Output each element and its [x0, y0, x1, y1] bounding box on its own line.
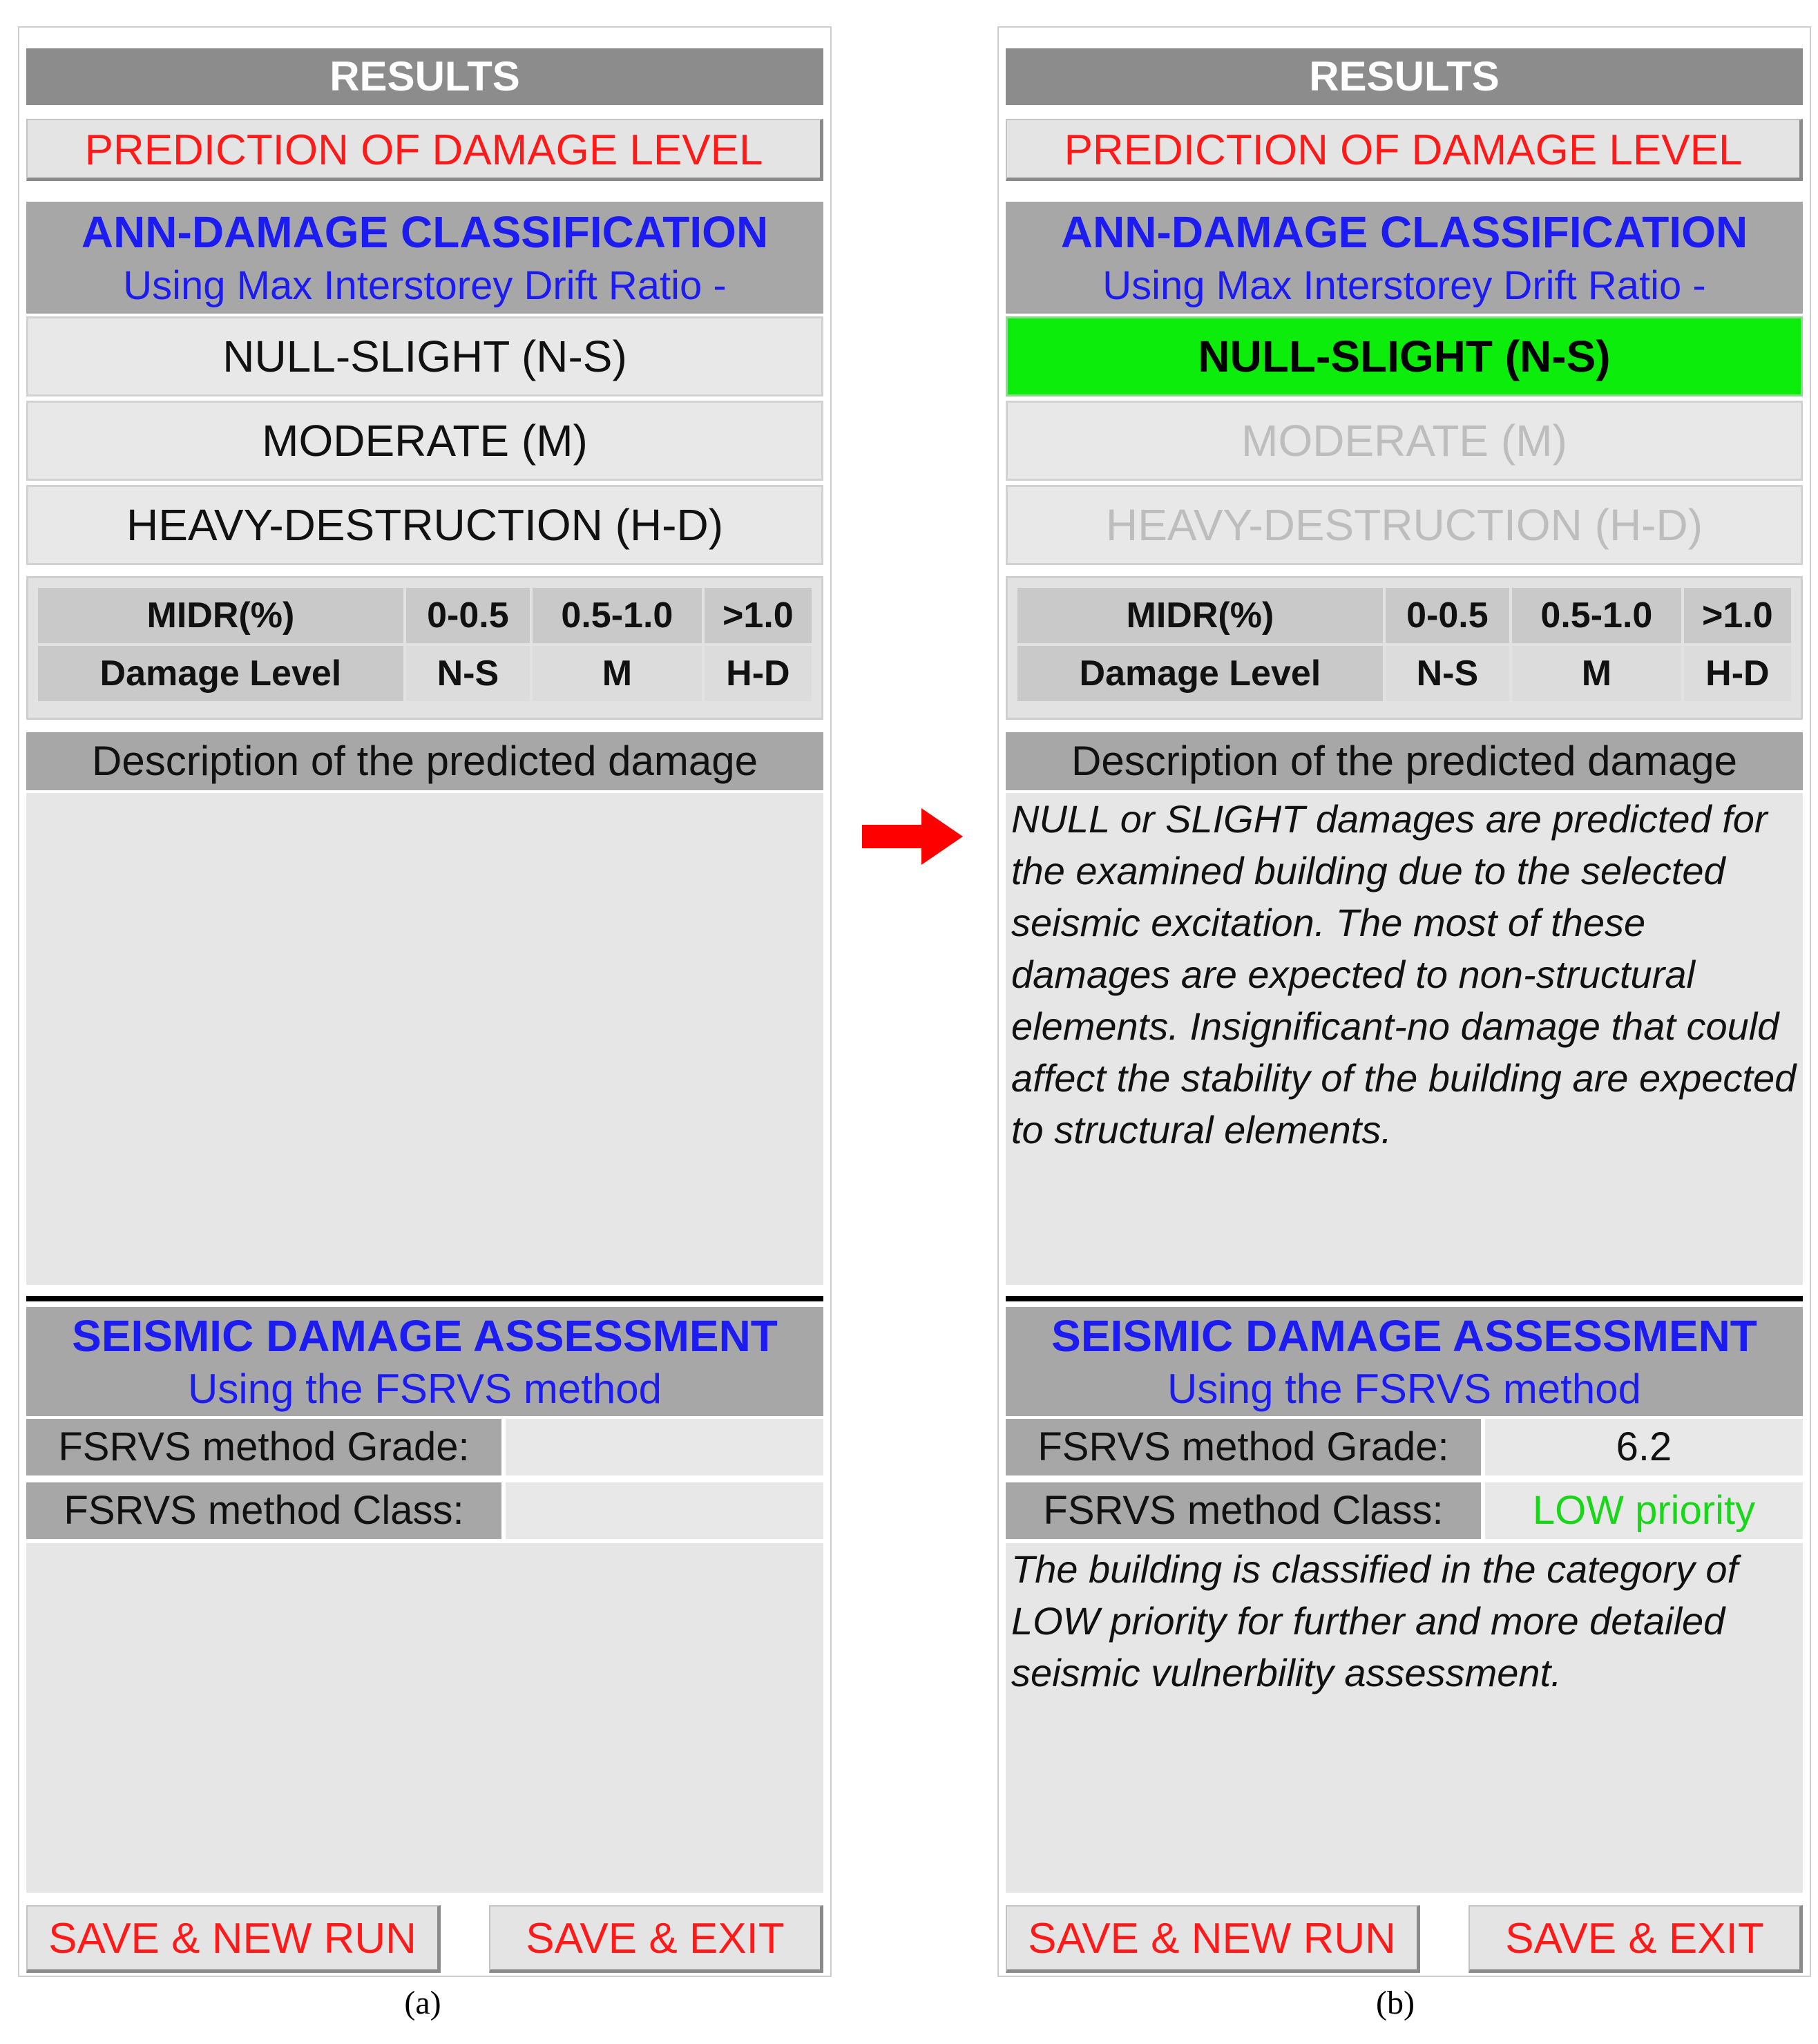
sda-subtitle: Using the FSRVS method	[188, 1366, 662, 1412]
fsrvs-grade-label: FSRVS method Grade:	[1006, 1419, 1481, 1475]
midr-range-1: 0-0.5	[406, 588, 530, 643]
fsrvs-class-label: FSRVS method Class:	[1006, 1482, 1481, 1539]
section-divider	[26, 1296, 823, 1301]
midr-table	[26, 576, 823, 720]
sda-title: SEISMIC DAMAGE ASSESSMENT	[72, 1311, 778, 1361]
save-exit-button[interactable]: SAVE & EXIT	[1468, 1905, 1803, 1973]
description-header: Description of the predicted damage	[1006, 732, 1803, 790]
damage-level-label: Damage Level	[38, 646, 403, 701]
midr-range-2: 0.5-1.0	[533, 588, 702, 643]
ann-subtitle: Using Max Interstorey Drift Ratio -	[1102, 263, 1706, 308]
fsrvs-grade-value	[506, 1419, 823, 1475]
section-divider	[1006, 1296, 1803, 1301]
damage-level-m: M	[1512, 646, 1681, 701]
fsrvs-class-value	[506, 1482, 823, 1539]
prediction-button[interactable]: PREDICTION OF DAMAGE LEVEL	[26, 119, 823, 181]
save-new-run-button[interactable]: SAVE & NEW RUN	[1006, 1905, 1420, 1973]
class-null-slight: NULL-SLIGHT (N-S)	[26, 316, 823, 397]
sda-title: SEISMIC DAMAGE ASSESSMENT	[1051, 1311, 1757, 1361]
caption-a: (a)	[404, 1985, 441, 2021]
fsrvs-text: The building is classified in the category of LOW priority for further and more detailed seismic vulnerbility assessment.	[1006, 1543, 1803, 1893]
fsrvs-class-label: FSRVS method Class:	[26, 1482, 501, 1539]
class-heavy-destruction: HEAVY-DESTRUCTION (H-D)	[1006, 485, 1803, 565]
results-title: RESULTS	[1006, 48, 1803, 105]
results-title: RESULTS	[26, 48, 823, 105]
right-arrow-icon	[862, 805, 966, 868]
midr-range-3: >1.0	[1684, 588, 1791, 643]
class-null-slight: NULL-SLIGHT (N-S)	[1006, 316, 1803, 397]
fsrvs-class-value: LOW priority	[1485, 1482, 1803, 1539]
damage-level-hd: H-D	[1684, 646, 1791, 701]
ann-classification-header	[26, 202, 823, 314]
fsrvs-grade-value: 6.2	[1485, 1419, 1803, 1475]
save-exit-button[interactable]: SAVE & EXIT	[489, 1905, 823, 1973]
ann-classification-header	[1006, 202, 1803, 314]
midr-header-label: MIDR(%)	[38, 588, 403, 643]
description-header: Description of the predicted damage	[26, 732, 823, 790]
class-heavy-destruction: HEAVY-DESTRUCTION (H-D)	[26, 485, 823, 565]
description-text: NULL or SLIGHT damages are predicted for the examined building due to the selected seismic excitation. The most of these damages are expected to non-structural elements. Insignificant-no damage that could affect the stability of the building are expected to structural elements.	[1006, 793, 1803, 1285]
midr-range-1: 0-0.5	[1386, 588, 1509, 643]
description-text	[26, 793, 823, 1285]
damage-level-hd: H-D	[705, 646, 812, 701]
midr-header-label: MIDR(%)	[1017, 588, 1383, 643]
ann-subtitle: Using Max Interstorey Drift Ratio -	[123, 263, 727, 308]
damage-level-label: Damage Level	[1017, 646, 1383, 701]
sda-subtitle: Using the FSRVS method	[1167, 1366, 1641, 1412]
results-panel-after	[997, 26, 1811, 1977]
caption-b: (b)	[1376, 1985, 1415, 2021]
class-moderate: MODERATE (M)	[26, 401, 823, 481]
midr-range-2: 0.5-1.0	[1512, 588, 1681, 643]
sda-header	[26, 1307, 823, 1416]
save-new-run-button[interactable]: SAVE & NEW RUN	[26, 1905, 441, 1973]
damage-level-m: M	[533, 646, 702, 701]
prediction-button[interactable]: PREDICTION OF DAMAGE LEVEL	[1006, 119, 1803, 181]
damage-level-ns: N-S	[1386, 646, 1509, 701]
sda-header	[1006, 1307, 1803, 1416]
results-panel-before	[18, 26, 832, 1977]
fsrvs-text	[26, 1543, 823, 1893]
fsrvs-grade-label: FSRVS method Grade:	[26, 1419, 501, 1475]
damage-level-ns: N-S	[406, 646, 530, 701]
midr-range-3: >1.0	[705, 588, 812, 643]
midr-table	[1006, 576, 1803, 720]
class-moderate: MODERATE (M)	[1006, 401, 1803, 481]
ann-title: ANN-DAMAGE CLASSIFICATION	[1060, 207, 1748, 257]
ann-title: ANN-DAMAGE CLASSIFICATION	[81, 207, 769, 257]
